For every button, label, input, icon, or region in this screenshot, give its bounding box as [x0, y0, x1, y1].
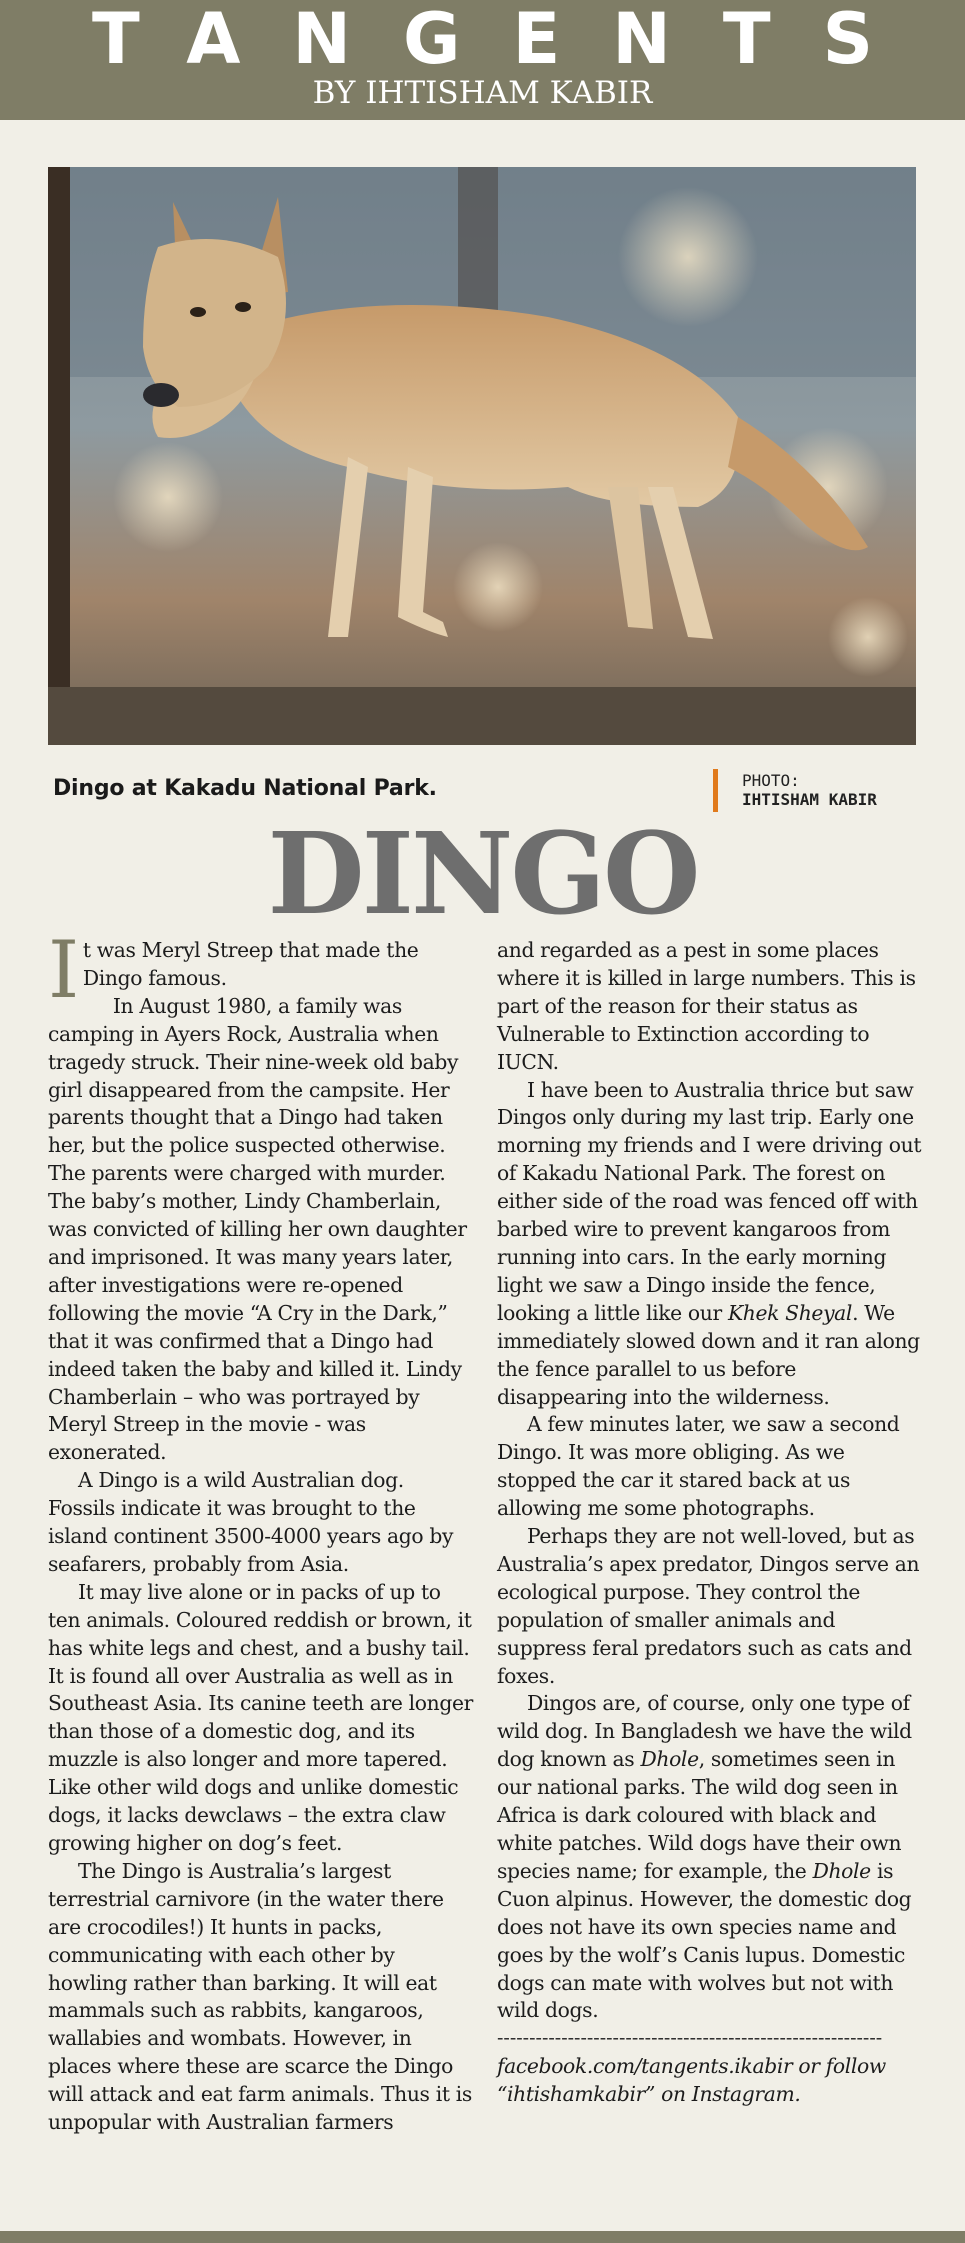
paragraph: I have been to Australia thrice but saw Dingos only during my last trip. Early one morning my friends and I were driving out of Kakadu National Park. The forest on either side of the road was fenced off with barbed wire to prevent kangaroos from running into cars. In the early morning light we saw a Dingo inside the fence, looking a little like our Khek Sheyal. We immediately slowed down and it ran along the fence parallel to us before disappearing into the wilderness. [497, 1077, 922, 1409]
paragraph: and regarded as a pest in some places where it is killed in large numbers. This is part of the reason for their status as Vulnerable to Extinction according to IUCN. [497, 938, 916, 1074]
bottom-bar [0, 2231, 965, 2243]
photo-credit-label: PHOTO: [742, 771, 800, 790]
paragraph: Dingos are, of course, only one type of wild dog. In Bangladesh we have the wild dog known as Dhole, sometimes seen in our national parks. The wild dog seen in Africa is dark coloured with black and white patches. Wild dogs have their own species name; for example, the Dhole is Cuon alpinus. However, the domestic dog does not have its own species name and goes by the wolf’s Canis lupus. Domestic dogs can mate with wolves but not with wild dogs. [497, 1691, 912, 2023]
divider: ------------------------------------------------------------ [497, 2027, 883, 2050]
paragraph: It was Meryl Streep that made the Dingo famous. [48, 924, 419, 1016]
article-column-left [48, 924, 476, 2137]
article-column-right [497, 937, 925, 2109]
column-title: TANGENTS [91, 0, 926, 80]
paragraph: The Dingo is Australia’s largest terrestrial carnivore (in the water there are crocodiles!) It hunts in packs, communicating with each other by howling rather than barking. It will eat mammals such as rabbits, kangaroos, wallabies and wombats. However, in places where these are scarce the Dingo will attack and eat farm animals. Thus it is unpopular with Australian farmers [48, 1858, 472, 2135]
paragraph: In August 1980, a family was camping in Ayers Rock, Australia when tragedy struck. Their nine-week old baby girl disappeared from the campsite. Her parents thought that a Dingo had taken her, but the police suspected otherwise. The parents were charged with murder. The baby’s mother, Lindy Chamberlain, was convicted of killing her own daughter and imprisoned. It was many years later, after investigations were re-opened following the movie “A Cry in the Dark,” that it was confirmed that a Dingo had indeed taken the baby and killed it. Lindy Chamberlain – who was portrayed by Meryl Streep in the movie - was exonerated. [48, 993, 467, 1465]
paragraph: A few minutes later, we saw a second Dingo. It was more obliging. As we stopped the car it stared back at us allowing me some photographs. [497, 1412, 900, 1521]
dingo-image [48, 167, 916, 745]
paragraph: A Dingo is a wild Australian dog. Fossils indicate it was brought to the island continent 3500-4000 years ago by seafarers, probably from Asia. [48, 1468, 454, 1576]
article-headline: DINGO [267, 809, 698, 940]
dingo-photo [48, 167, 916, 745]
drop-cap: I [48, 924, 79, 1016]
social-footer: facebook.com/tangents.ikabir or follow “ihtishamkabir” on Instagram. [497, 2054, 886, 2107]
photo-credit-name: IHTISHAM KABIR [742, 790, 877, 809]
masthead [0, 0, 965, 120]
credit-accent-bar [713, 769, 718, 812]
italic-term: Dhole [640, 1747, 699, 1772]
paragraph: It may live alone or in packs of up to ten animals. Coloured reddish or brown, it has white legs and chest, and a bushy tail. It is found all over Australia as well as in Southeast Asia. Its canine teeth are longer than those of a domestic dog, and its muzzle is also longer and more tapered. Like other wild dogs and unlike domestic dogs, it lacks dewclaws – the extra claw growing higher on dog’s feet. [48, 1579, 473, 1855]
italic-term: Khek Sheyal [727, 1300, 853, 1325]
photo-caption: Dingo at Kakadu National Park. [53, 776, 437, 801]
italic-term: Dhole [812, 1858, 871, 1883]
byline: BY IHTISHAM KABIR [312, 75, 653, 111]
paragraph: Perhaps they are not well-loved, but as Australia’s apex predator, Dingos serve an ecological purpose. They control the population of smaller animals and suppress feral predators such as cats and foxes. [497, 1524, 920, 1688]
